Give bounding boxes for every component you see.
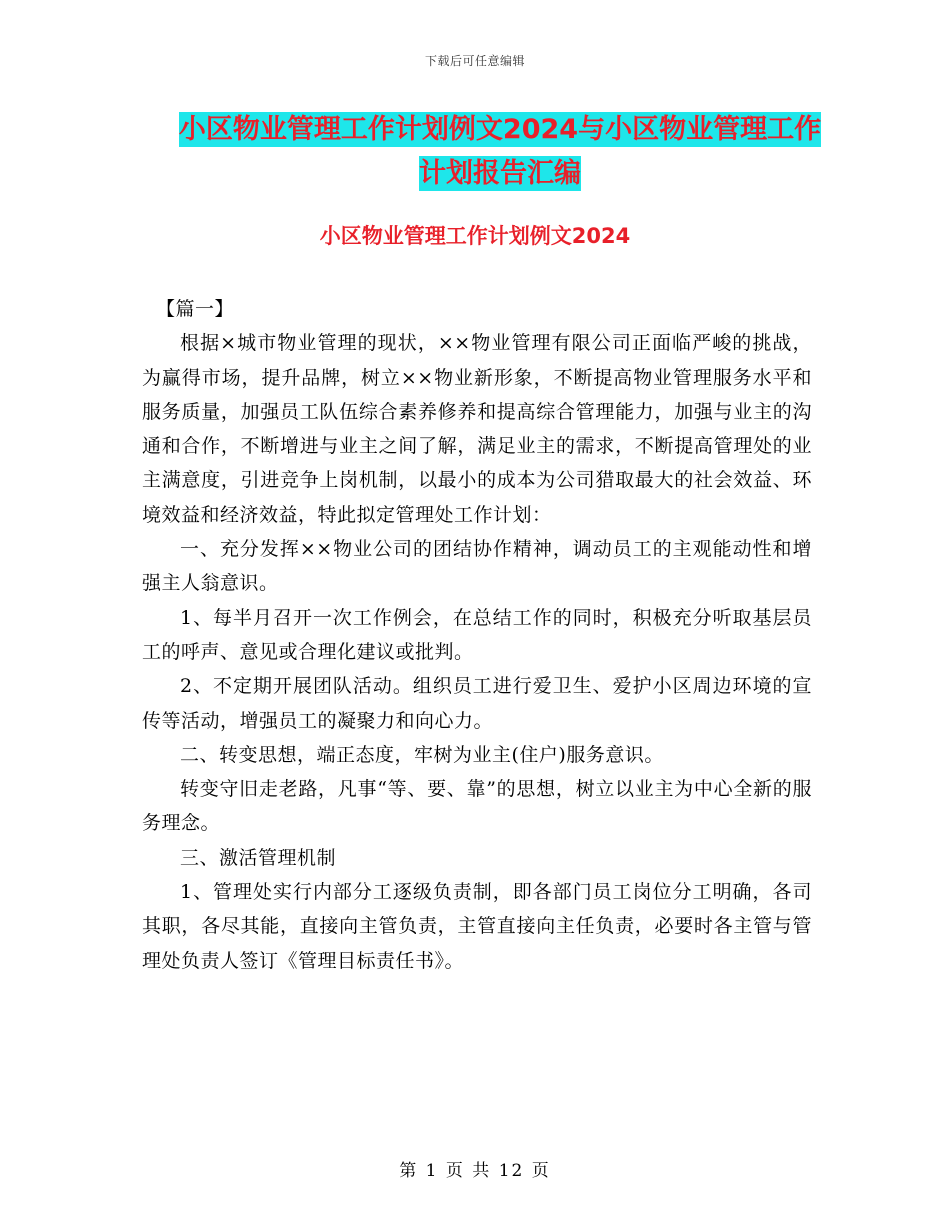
section-label: 【篇一】 <box>156 298 235 320</box>
paragraph-point-3: 三、激活管理机制 <box>180 846 337 869</box>
paragraph-point-1: 一、充分发挥××物业公司的团结协作精神，调动员工的主观能动性和增强主人翁意识。 <box>142 538 812 595</box>
document-title-line2: 计划报告汇编 <box>419 158 581 189</box>
paragraph-point-1-2: 2、不定期开展团队活动。组织员工进行爱卫生、爱护小区周边环境的宣传等活动，增强员工的凝聚力和向心力。 <box>142 675 812 732</box>
header-note: 下载后可任意编辑 <box>424 54 525 68</box>
document-title-line1: 小区物业管理工作计划例文2024与小区物业管理工作 <box>178 114 822 145</box>
paragraph-intro: 根据×城市物业管理的现状，××物业管理有限公司正面临严峻的挑战，为赢得市场，提升品牌，树立××物业新形象，不断提高物业管理服务水平和服务质量，加强员工队伍综合素养修养和提高综合管理能力，加强与业主的沟通和合作，不断增进与业主之间了解，满足业主的需求，不断提高管理处的业主满意度，引进竞争上岗机制，以最小的成本为公司猎取最大的社会效益、环境效益和经济效益，特此拟定管理处工作计划： <box>142 332 812 526</box>
paragraph-point-3-1: 1、管理处实行内部分工逐级负责制，即各部门员工岗位分工明确，各司其职，各尽其能，直接向主管负责，主管直接向主任负责，必要时各主管与管理处负责人签订《管理目标责任书》。 <box>142 881 812 972</box>
section-title: 小区物业管理工作计划例文2024 <box>319 224 631 248</box>
page-number: 第 1 页 共 12 页 <box>399 1161 551 1181</box>
paragraph-point-2: 二、转变思想，端正态度，牢树为业主(住户)服务意识。 <box>180 743 664 766</box>
document-body <box>142 292 812 978</box>
paragraph-point-2-detail: 转变守旧走老路，凡事“等、要、靠”的思想，树立以业主为中心全新的服务理念。 <box>142 778 812 835</box>
document-title <box>150 108 850 196</box>
paragraph-point-1-1: 1、每半月召开一次工作例会，在总结工作的同时，积极充分听取基层员工的呼声、意见或合理化建议或批判。 <box>142 606 812 663</box>
